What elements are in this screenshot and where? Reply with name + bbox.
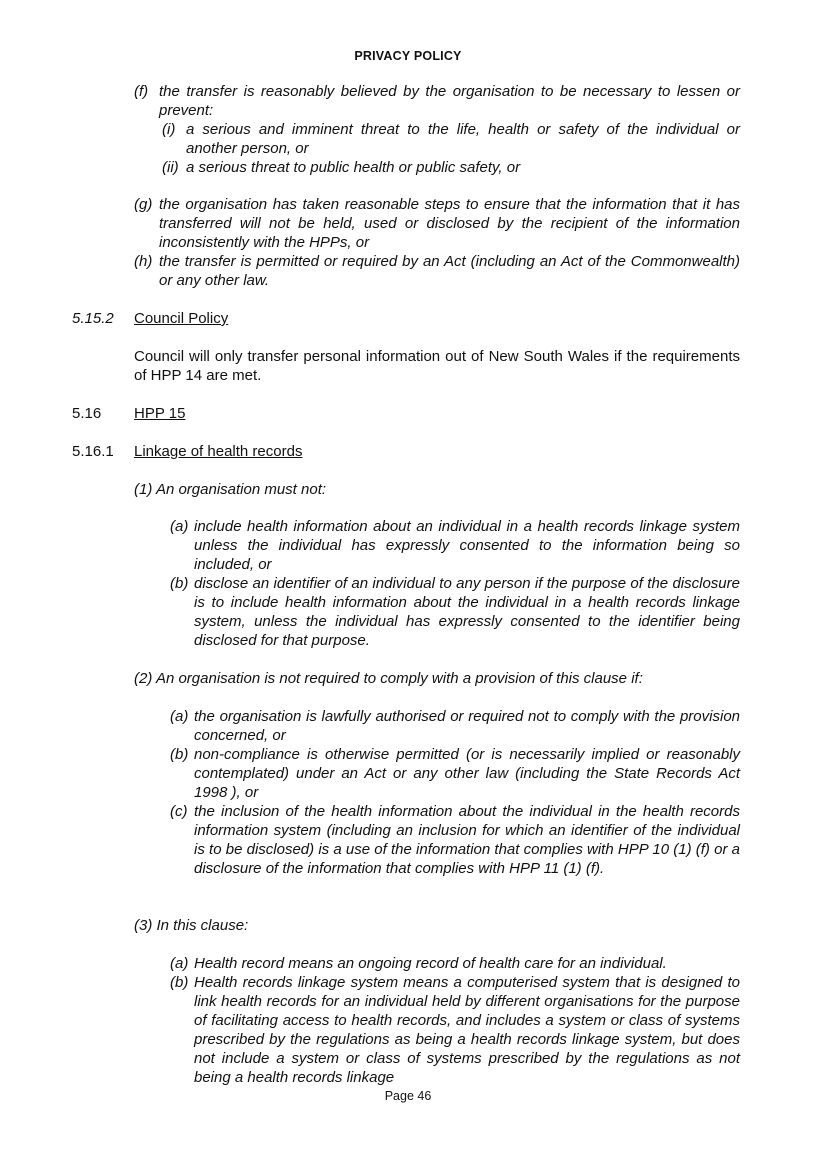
clause-2-list (170, 707, 740, 878)
list-item: (b) disclose an identifier of an individual to any person if the purpose of the disclosure is to include health information about the individual in a health records linkage system, unless the individual has expressly consented to the identifier being disclosed for that purpose. (170, 575, 740, 649)
section-number: 5.16.1 (72, 443, 114, 460)
f-block (134, 82, 740, 177)
list-item: (a) include health information about an individual in a health records linkage system unless the individual has expressly consented to the information being so included, or (170, 518, 740, 573)
section-number: 5.15.2 (72, 310, 114, 327)
list-item: (f) the transfer is reasonably believed by the organisation to be necessary to lessen or prevent: (134, 83, 740, 119)
clause-intro: (2) An organisation is not required to comply with a provision of this clause if: (134, 670, 643, 687)
list-item: (i) a serious and imminent threat to the life, health or safety of the individual or another person, or (162, 121, 740, 157)
list-item: (ii) a serious threat to public health or public safety, or (162, 159, 521, 176)
list-item: (g) the organisation has taken reasonable steps to ensure that the information that it has transferred will not be held, used or disclosed by the recipient of the information inconsistently with the HPPs, or (134, 196, 740, 251)
page-header: PRIVACY POLICY (354, 49, 462, 63)
list-item: (a) Health record means an ongoing record of health care for an individual. (170, 955, 667, 972)
list-item: (b) Health records linkage system means a computerised system that is designed to link health records for an individual held by different organisations for the purpose of facilitating access to health records, and includes a system or class of systems prescribed by the regulations as being a health records linkage system, but does not include a system or class of systems prescribed by the regulations as not being a health records linkage (170, 974, 740, 1086)
clause-3-list (170, 954, 740, 1087)
clause-intro: (3) In this clause: (134, 917, 249, 934)
list-item: (b) non-compliance is otherwise permitted (or is necessarily implied or reasonably contemplated) under an Act or any other law (including the State Records Act 1998 ), or (170, 746, 740, 801)
section-title: Council Policy (134, 310, 229, 327)
list-item: (a) the organisation is lawfully authorised or required not to comply with the provision concerned, or (170, 708, 740, 744)
page-number: Page 46 (384, 1089, 432, 1103)
section-title: HPP 15 (134, 405, 186, 422)
section-title: Linkage of health records (134, 443, 303, 460)
section-body: Council will only transfer personal information out of New South Wales if the requirements of HPP 14 are met. (134, 348, 740, 384)
clause-intro: (1) An organisation must not: (134, 481, 327, 498)
gh-block (134, 195, 740, 290)
section-number: 5.16 (72, 405, 102, 422)
list-item: (c) the inclusion of the health information about the individual in the health records information system (including an inclusion for which an identifier of the individual is to be disclosed) is a use of the information that complies with HPP 10 (1) (f) or a disclosure of the information that complies with HPP 11 (1) (f). (170, 803, 740, 877)
clause-1-list (170, 517, 740, 650)
list-item: (h) the transfer is permitted or required by an Act (including an Act of the Commonwealth) or any other law. (134, 253, 740, 289)
